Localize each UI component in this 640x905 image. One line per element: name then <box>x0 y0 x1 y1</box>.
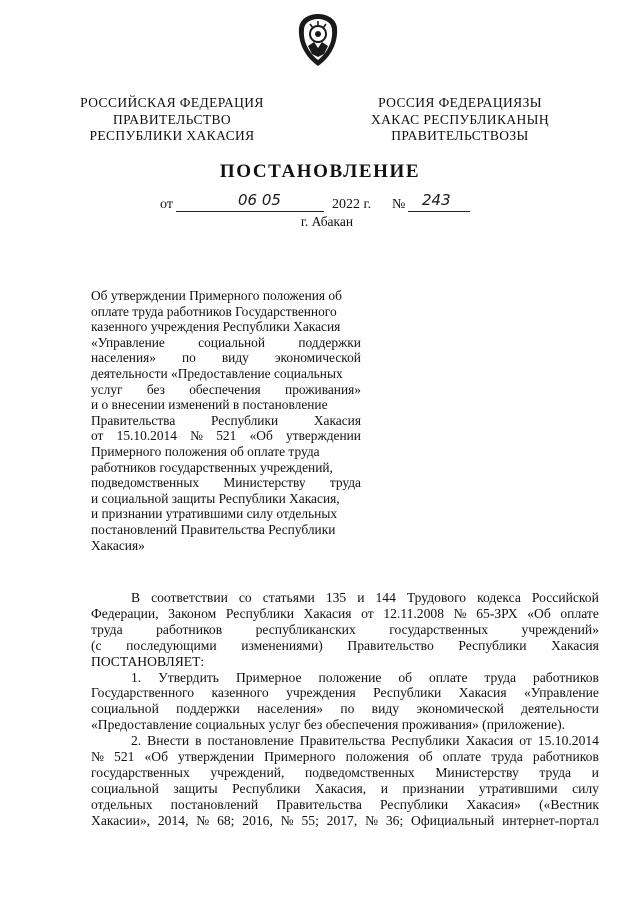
body-word: постановлений <box>170 796 259 812</box>
body-line <box>91 622 599 638</box>
body-word: и <box>591 764 599 780</box>
body-word: Хакасия <box>458 685 507 701</box>
coat-of-arms-emblem <box>296 12 340 68</box>
body-line <box>91 733 599 749</box>
subject-word: населения» <box>91 350 156 366</box>
header-right-line: РОССИЯ ФЕДЕРАЦИЯЗЫ <box>378 95 542 110</box>
header-left-line: РОССИЙСКАЯ ФЕДЕРАЦИЯ <box>80 95 264 110</box>
body-word: Хакасия» <box>466 796 521 812</box>
body-word: работников <box>532 669 599 685</box>
header-left-line: РЕСПУБЛИКИ ХАКАСИЯ <box>89 128 255 143</box>
body-word: постановление <box>207 733 294 749</box>
subject-line <box>91 335 361 351</box>
body-line <box>91 638 599 654</box>
body-word: № <box>196 812 210 828</box>
body-line <box>91 670 599 686</box>
body-word: Республики <box>458 637 527 653</box>
document-title: ПОСТАНОВЛЕНИЕ <box>219 161 421 182</box>
body-word: экономической <box>416 701 504 717</box>
body-word: отдельных <box>91 796 153 812</box>
body-word: 135 <box>325 590 347 605</box>
body-word: со <box>238 590 252 605</box>
subject-word: труда <box>329 475 361 491</box>
subject-word: «Об <box>249 428 273 444</box>
body-word: республиканских <box>255 621 356 637</box>
document-subject <box>91 288 361 553</box>
subject-line: Примерного положения об оплате труда <box>91 443 320 459</box>
body-word: № <box>453 605 467 621</box>
subject-word: Республики <box>210 412 279 428</box>
subject-line <box>91 428 361 444</box>
body-word: 65-ЗРХ <box>476 605 518 621</box>
body-word: Республики <box>391 733 460 749</box>
body-word: 68; <box>217 812 235 828</box>
body-word: № <box>365 812 379 828</box>
body-word: 15.10.2014 <box>537 733 599 749</box>
body-word: оплате <box>442 749 482 765</box>
header-left <box>72 95 272 145</box>
body-line <box>91 606 599 622</box>
body-word: Официальный <box>411 812 495 828</box>
body-word: в <box>195 733 202 749</box>
subject-line <box>91 475 361 491</box>
subject-line: работников государственных учреждений, <box>91 459 333 475</box>
body-word: изменениями) <box>241 637 323 653</box>
header-right-line: ХАКАС РЕСПУБЛИКАНЫҢ <box>371 111 549 127</box>
body-word: защиты <box>173 780 218 796</box>
subject-line: Об утверждении Примерного положения об <box>91 288 342 303</box>
body-word: Правительство <box>347 637 434 653</box>
subject-word: социальной <box>198 334 266 350</box>
body-word: 36; <box>385 812 404 828</box>
body-line <box>91 654 599 670</box>
body-word: «Об <box>144 749 168 765</box>
body-word: и <box>380 780 388 796</box>
subject-word: Хакасия <box>313 412 361 428</box>
body-word: виду <box>371 701 400 717</box>
body-word: последующими <box>126 637 217 653</box>
subject-word: Правительства <box>91 412 176 428</box>
body-word: Примерное <box>235 669 302 685</box>
subject-word: 15.10.2014 <box>116 428 177 444</box>
body-word: населения» <box>257 701 324 717</box>
body-word: Хакасия <box>551 637 599 653</box>
body-word: ПОСТАНОВЛЯЕТ: <box>91 653 205 669</box>
city-label: г. Абакан <box>300 214 354 229</box>
body-word: 12.11.2008 <box>383 605 444 621</box>
body-word: № <box>280 812 294 828</box>
body-word: труда <box>539 764 572 780</box>
subject-line: постановлений Правительства Республики <box>91 521 336 537</box>
body-word: работников <box>532 749 599 765</box>
subject-line <box>91 413 361 429</box>
body-word: интернет-портал <box>502 812 599 828</box>
body-word: Внести <box>147 733 190 749</box>
body-word: труда <box>484 669 517 685</box>
body-word: 521 <box>114 749 135 765</box>
body-word: Хакасия, <box>314 780 367 796</box>
body-word: «Об <box>527 605 551 621</box>
subject-word: проживания» <box>285 381 361 397</box>
body-word: Республики <box>225 605 295 621</box>
body-word: деятельности <box>521 701 599 717</box>
body-word: статьями <box>262 590 315 605</box>
body-word: государственных <box>389 621 489 637</box>
body-line <box>91 797 599 813</box>
body-word: Трудового <box>406 590 467 605</box>
body-word: от <box>519 733 532 749</box>
body-word: 1. <box>131 669 142 685</box>
body-word: об <box>418 749 433 765</box>
body-word: Российской <box>531 590 599 605</box>
subject-word: 521 <box>216 428 237 444</box>
body-word: и <box>357 590 365 605</box>
body-word: Хакасии», <box>91 812 151 828</box>
body-word: соответствии <box>151 590 228 605</box>
subject-line: деятельности «Предоставление социальных <box>91 365 343 381</box>
body-word: 2014, <box>157 812 189 828</box>
handwritten-date: 06 05 <box>238 191 281 209</box>
body-word: подведомственных <box>305 764 415 780</box>
body-word: оплате <box>428 669 468 685</box>
body-word: 2017, <box>326 812 358 828</box>
body-word: казенного <box>211 685 269 701</box>
body-word: труда <box>491 749 523 765</box>
number-label: № <box>392 197 406 212</box>
subject-line: Хакасия» <box>91 537 145 553</box>
document-body <box>91 590 599 829</box>
body-word: учреждений» <box>521 621 599 637</box>
body-word: социальной <box>91 701 159 717</box>
handwritten-number: 243 <box>422 191 451 209</box>
body-word: оплате <box>560 605 599 621</box>
body-word: 55; <box>301 812 319 828</box>
subject-word: утверждении <box>286 428 361 444</box>
subject-word: Министерству <box>223 475 306 491</box>
body-word: утратившими <box>478 780 558 796</box>
from-label: от <box>160 197 173 212</box>
body-word: Государственного <box>91 685 195 701</box>
body-word: 2. <box>131 733 142 749</box>
body-line <box>91 717 599 733</box>
body-word: Утвердить <box>158 669 220 685</box>
body-word: Примерного <box>264 749 336 765</box>
body-line <box>91 813 599 829</box>
subject-line: и о внесении изменений в постановление <box>91 397 328 413</box>
body-word: работников <box>156 621 223 637</box>
subject-word: услуг <box>91 381 123 397</box>
body-word: положения <box>345 749 409 765</box>
body-word: Правительства <box>299 733 386 749</box>
body-word: социальной <box>91 780 159 796</box>
subject-line <box>91 382 361 398</box>
body-word: (с <box>91 637 102 653</box>
subject-word: «Управление <box>91 334 165 350</box>
body-word: поддержки <box>176 701 240 717</box>
subject-word: № <box>190 428 203 444</box>
body-word: Республики <box>373 685 442 701</box>
subject-line <box>91 350 361 366</box>
body-word: труда <box>91 621 123 637</box>
body-word: кодекса <box>477 590 521 605</box>
body-line <box>91 590 599 606</box>
body-word: об <box>398 669 413 685</box>
subject-word: обеспечения <box>189 381 261 397</box>
subject-word: поддержки <box>298 334 361 350</box>
subject-line: и признании утратившими силу отдельных <box>91 506 338 522</box>
body-word: государственных <box>91 764 190 780</box>
body-word: Министерству <box>435 764 519 780</box>
body-word: («Вестник <box>539 796 599 812</box>
body-word: учреждений, <box>210 764 285 780</box>
number-underline <box>408 211 470 212</box>
header-right-line: ПРАВИТЕЛЬСТВОЗЫ <box>391 128 529 143</box>
body-word: признании <box>402 780 465 796</box>
body-word: Законом <box>168 605 217 621</box>
body-word: 2016, <box>242 812 273 828</box>
subject-word: виду <box>221 350 249 366</box>
body-word: утверждении <box>178 749 255 765</box>
body-word: Хакасия <box>303 605 352 621</box>
subject-word: подведомственных <box>91 475 200 491</box>
body-word: по <box>340 701 355 717</box>
body-word: Хакасия <box>465 733 514 749</box>
body-word: Федерации, <box>91 605 159 621</box>
body-word: В <box>131 590 141 605</box>
subject-line: и социальной защиты Республики Хакасия, <box>91 490 340 506</box>
body-word: силу <box>572 780 599 796</box>
body-word: от <box>361 605 374 621</box>
body-line <box>91 685 599 701</box>
body-word: Республики <box>232 780 301 796</box>
subject-word: от <box>91 428 104 444</box>
body-word: положение <box>318 669 382 685</box>
header-left-line: ПРАВИТЕЛЬСТВО <box>112 111 232 127</box>
body-word: Правительства <box>276 796 362 812</box>
header-right <box>358 95 562 145</box>
body-word: «Управление <box>523 685 599 701</box>
subject-word: по <box>181 350 196 366</box>
body-word: учреждения <box>286 685 356 701</box>
subject-line: казенного учреждения Республики Хакасия <box>91 319 341 335</box>
body-line <box>91 701 599 717</box>
body-word: 144 <box>375 590 396 605</box>
body-line <box>91 781 599 797</box>
subject-word: без <box>146 381 165 397</box>
body-line <box>91 749 599 765</box>
body-word: «Предоставление социальных услуг без обеспечения проживания» (приложение). <box>91 717 566 733</box>
subject-line: оплате труда работников Государственного <box>91 303 337 319</box>
date-line <box>160 191 480 215</box>
body-word: № <box>91 749 104 765</box>
body-line <box>91 765 599 781</box>
body-word: Республики <box>380 796 449 812</box>
subject-word: экономической <box>274 350 361 366</box>
year-label: 2022 г. <box>332 197 372 212</box>
date-underline <box>176 211 324 212</box>
